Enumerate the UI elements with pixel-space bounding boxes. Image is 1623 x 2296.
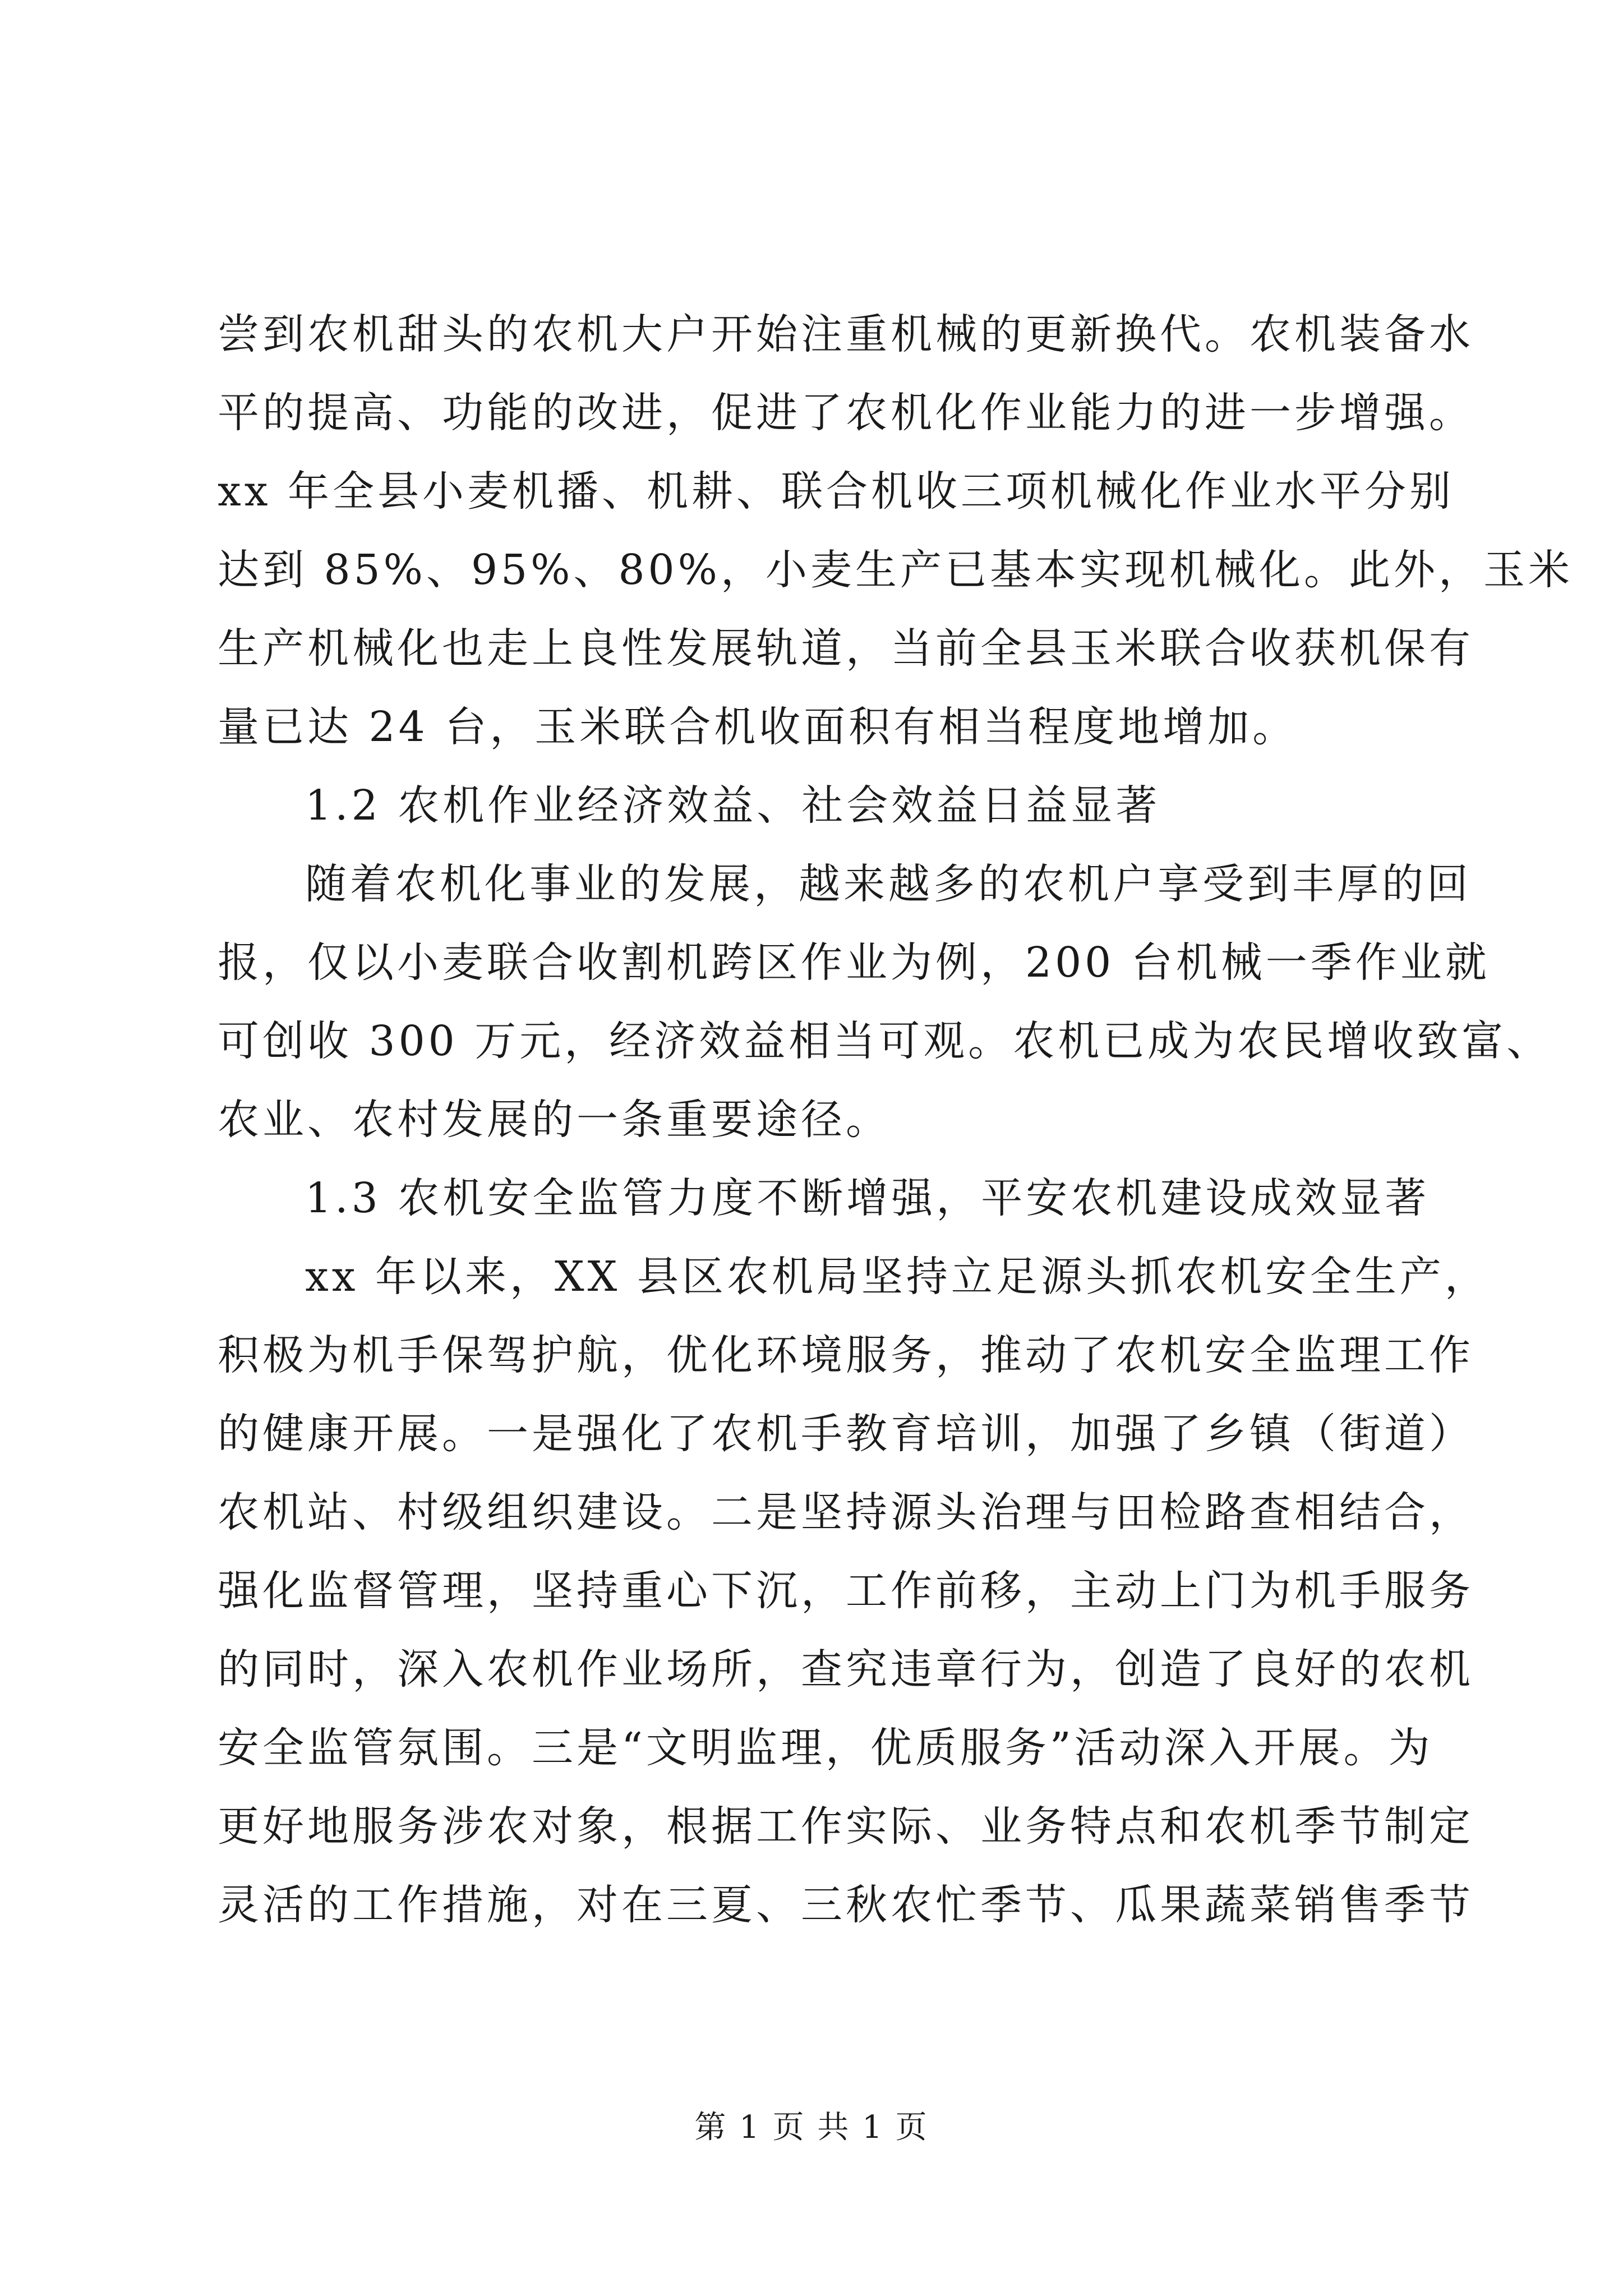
text-line: 强化监督管理，坚持重心下沉，工作前移，主动上门为机手服务 [218, 1567, 1474, 1615]
text-line: 量已达 24 台，玉米联合机收面积有相当程度地增加。 [218, 703, 1298, 751]
text-line: 随着农机化事业的发展，越来越多的农机户享受到丰厚的回 [305, 860, 1472, 908]
text-line: 可创收 300 万元，经济效益相当可观。农机已成为农民增收致富、 [218, 1017, 1552, 1065]
text-line: xx 年全县小麦机播、机耕、联合机收三项机械化作业水平分别 [218, 467, 1454, 516]
section-heading: 1.3 农机安全监管力度不断增强，平安农机建设成效显著 [305, 1174, 1430, 1222]
text-line: 报，仅以小麦联合收割机跨区作业为例，200 台机械一季作业就 [218, 938, 1490, 987]
text-line: 的同时，深入农机作业场所，查究违章行为，创造了良好的农机 [218, 1645, 1474, 1694]
text-line: 的健康开展。一是强化了农机手教育培训，加强了乡镇（街道） [218, 1410, 1474, 1458]
text-line: 尝到农机甜头的农机大户开始注重机械的更新换代。农机装备水 [218, 310, 1474, 358]
text-line: 安全监管氛围。三是“文明监理，优质服务”活动深入开展。为 [218, 1724, 1433, 1772]
text-line: 达到 85%、95%、80%，小麦生产已基本实现机械化。此外，玉米 [218, 546, 1573, 594]
text-line: 生产机械化也走上良性发展轨道，当前全县玉米联合收获机保有 [218, 624, 1474, 673]
section-heading: 1.2 农机作业经济效益、社会效益日益显著 [305, 781, 1161, 830]
text-line: 灵活的工作措施，对在三夏、三秋农忙季节、瓜果蔬菜销售季节 [218, 1881, 1474, 1929]
page-number-footer: 第 1 页 共 1 页 [694, 2109, 929, 2146]
text-line: 更好地服务涉农对象，根据工作实际、业务特点和农机季节制定 [218, 1802, 1474, 1851]
text-line: 农业、农村发展的一条重要途径。 [218, 1096, 891, 1144]
text-line: xx 年以来，XX 县区农机局坚持立足源头抓农机安全生产， [305, 1253, 1490, 1301]
text-line: 平的提高、功能的改进，促进了农机化作业能力的进一步增强。 [218, 389, 1474, 437]
text-line: 农机站、村级组织建设。二是坚持源头治理与田检路查相结合， [218, 1488, 1474, 1536]
text-line: 积极为机手保驾护航，优化环境服务，推动了农机安全监理工作 [218, 1331, 1474, 1379]
